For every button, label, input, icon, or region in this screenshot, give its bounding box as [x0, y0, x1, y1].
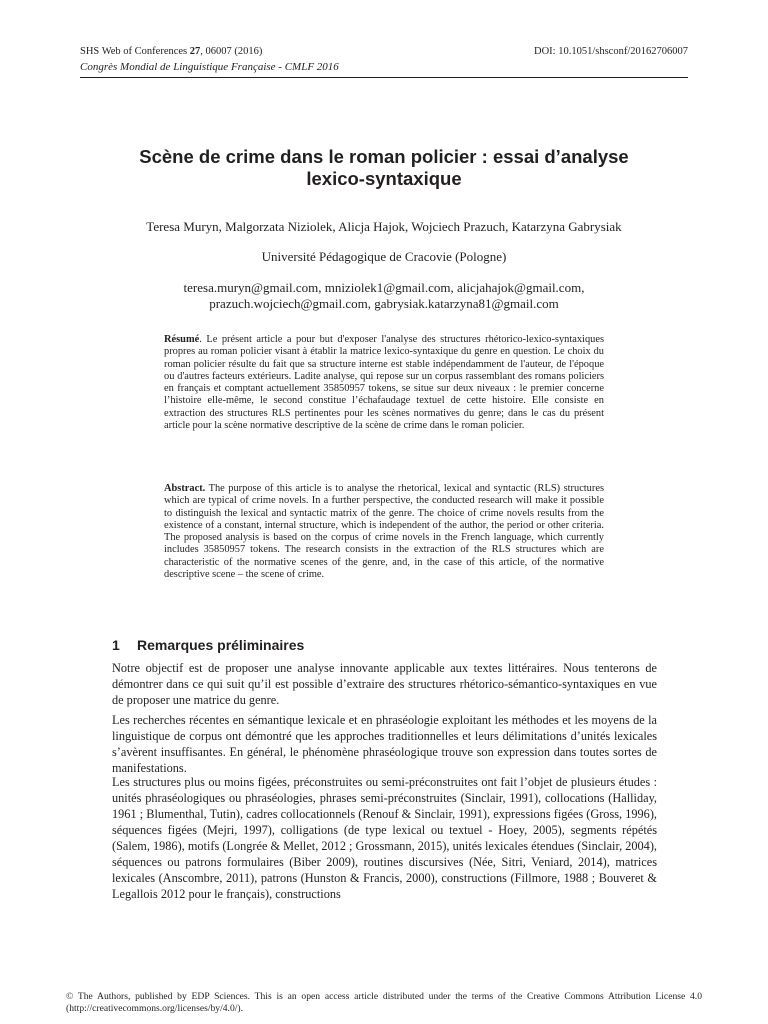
abstract-block	[164, 483, 604, 581]
abstract-text: The purpose of this article is to analyse the rhetorical, lexical and syntactic (RLS) structures which are typical of crime novels. In a further perspective, the conducted research will make it possible to distinguish the lexical and syntactic matrix of the genre. The choice of crime novels results from the existence of a constant, internal structure, which is independent of the author, the period or other criteria. The proposed analysis is based on the corpus of crime novels in the French language, which currently includes 35850957 tokens. The research consists in the extraction of the RLS structures which are characteristic of the normative scenes of the genre, and, in the case of this article, of the normative descriptive scene – the scene of crime.	[164, 483, 604, 581]
body-paragraph-2: Les recherches récentes en sémantique lexicale et en phraséologie exploitant les méthodes et les moyens de la linguistique de corpus ont démontré que les approches traditionnelles et leurs délimitations d’unités lexicales s’avèrent insuffisantes. En général, le phénomène phraséologique trouve son expression dans toutes sortes de manifestations.	[112, 713, 657, 775]
doi[interactable]: DOI: 10.1051/shsconf/20162706007	[534, 46, 688, 57]
section-number: 1	[112, 637, 120, 653]
body-paragraph-3: Les structures plus ou moins figées, préconstruites ou semi-préconstruites ont fait l’objet de plusieurs études : unités phraséologiques ou phraséologies, phrases semi-préconstruites (Sinclair, 1991), collocations (Halliday, 1961 ; Blumenthal, Tutin), cadres collocationnels (Renouf & Sinclair, 1991), expressions figées (Gross, 1996), séquences figées (Mejri, 1997), colligations (de type lexical ou textuel - Hoey, 2005), segments répétés (Salem, 1986), motifs (Longrée & Mellet, 2012 ; Grossmann, 2015), unités lexicales étendues (Sinclair, 2004), séquences ou patrons formulaires (Biber 2009), routines discursives (Née, Sitri, Veniard, 2014), matrices lexicales (Anscombre, 2011), patrons (Hunston & Francis, 2000), constructions (Fillmore, 1988 ; Bouveret & Legallois 2012 pour le français), constructions	[112, 775, 657, 901]
license-footer: © The Authors, published by EDP Sciences. This is an open access article distributed under the terms of the Creative Commons Attribution License 4.0 (http://creativecommons.org/licenses/by/4.0/).	[66, 991, 702, 1014]
title-line-2: lexico-syntaxique	[306, 168, 462, 189]
section-title: Remarques préliminaires	[137, 637, 305, 653]
emails-line-2[interactable]: prazuch.wojciech@gmail.com, gabrysiak.katarzyna81@gmail.com	[209, 296, 559, 311]
body-paragraph-1: Notre objectif est de proposer une analyse innovante applicable aux textes littéraires. Nous tenterons de démontrer dans ce qui suit qu’il est possible d’extraire des structures rhétorico-sémantico-syntaxiques en vue de proposer une matrice du genre.	[112, 661, 657, 707]
resume-text: . Le présent article a pour but d'exposer l'analyse des structures rhétorico-lexico-syntaxiques propres au roman policier visant à établir la matrice lexico-syntaxique du genre en question. Le choix du roman policier résulte du fait que sa structure interne est stable indépendamment de l'auteur, de l'époque ou d'autres facteurs extérieurs. Ladite analyse, qui repose sur un corpus rassemblant des romans policiers en français et comptant actuellement 35850957 tokens, se situe sur deux niveaux : le premier concerne l’histoire elle-même, le second constitue l’échafaudage textuel de cette histoire. Elle consiste en extraction des structures RLS pertinentes pour les scènes normatives du genre; dans le cas du présent article pour la scène normative descriptive de la scène de crime dans le roman policier.	[164, 334, 604, 432]
conference-name: Congrès Mondial de Linguistique Française - CMLF 2016	[80, 61, 339, 73]
journal-volume: 27	[189, 46, 201, 57]
resume-label: Résumé	[164, 334, 200, 345]
title-line-1: Scène de crime dans le roman policier : essai d’analyse	[139, 146, 629, 167]
author-emails	[80, 280, 688, 312]
emails-line-1[interactable]: teresa.muryn@gmail.com, mniziolek1@gmail.com, alicjahajok@gmail.com,	[183, 280, 585, 295]
header-divider	[80, 77, 688, 78]
journal-header	[80, 46, 262, 57]
authors: Teresa Muryn, Malgorzata Niziolek, Alicja Hajok, Wojciech Prazuch, Katarzyna Gabrysiak	[146, 219, 622, 234]
abstract-label: Abstract.	[164, 483, 206, 494]
affiliation: Université Pédagogique de Cracovie (Pologne)	[261, 249, 507, 264]
article-number: , 06007 (2016)	[200, 46, 263, 57]
journal-name: SHS Web of Conferences	[80, 46, 188, 57]
resume-block	[164, 334, 604, 432]
paper-title	[80, 146, 688, 190]
